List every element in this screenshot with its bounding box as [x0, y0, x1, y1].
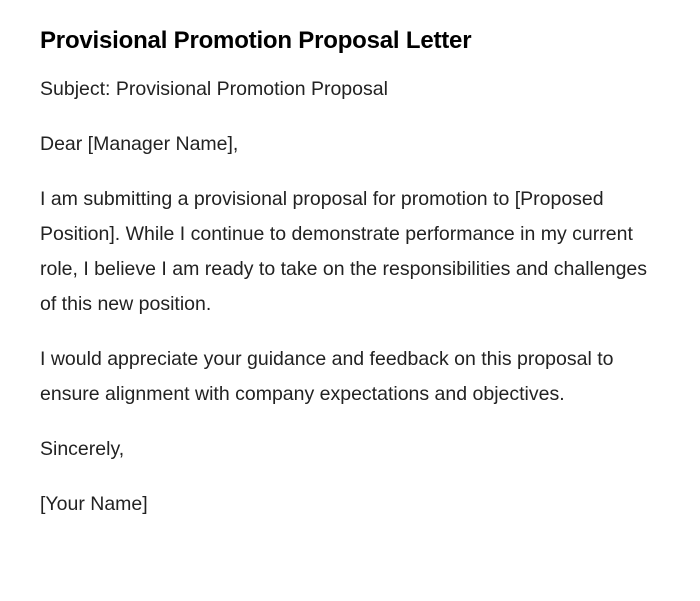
- letter-body-paragraph-1: I am submitting a provisional proposal for promotion to [Proposed Position]. While I continue to demonstrate performance in my current role, I believe I am ready to take on the responsibilities and challenges of this new position.: [40, 188, 648, 315]
- letter-subject: Subject: Provisional Promotion Proposal: [40, 78, 388, 100]
- letter-body-paragraph-2: I would appreciate your guidance and feedback on this proposal to ensure alignment with company expectations and objectives.: [40, 348, 614, 405]
- letter-signature: [Your Name]: [40, 493, 148, 515]
- letter-document: [40, 24, 660, 542]
- letter-salutation: Dear [Manager Name],: [40, 133, 239, 155]
- letter-title: Provisional Promotion Proposal Letter: [40, 27, 472, 54]
- letter-closing: Sincerely,: [40, 438, 125, 460]
